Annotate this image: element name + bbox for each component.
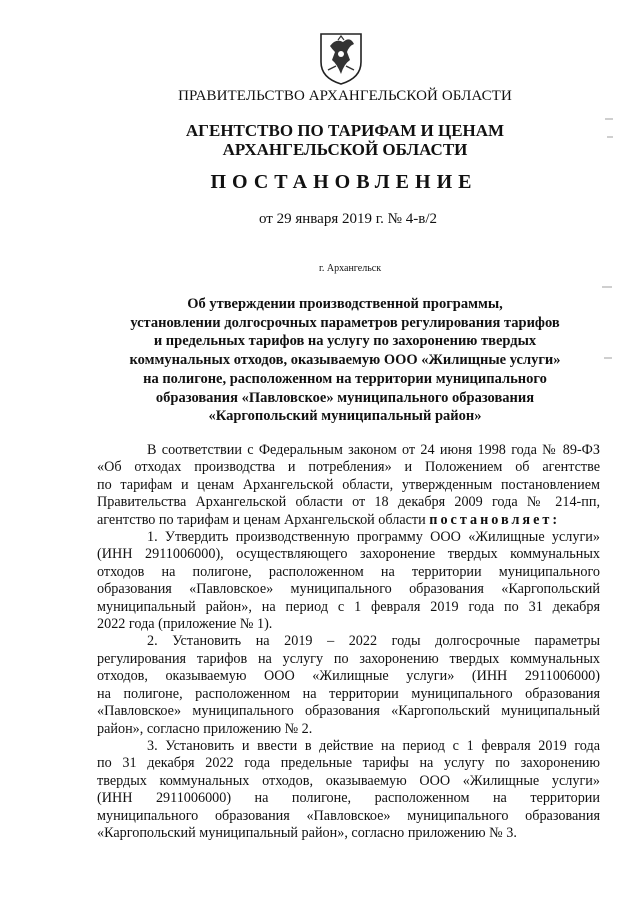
body-line: «Павловское» муниципального образования «Каргопольский муниципальный [97, 703, 600, 720]
body-line: 1. Утвердить производственную программу ООО «Жилищные услуги» [147, 529, 600, 546]
document-city: г. Архангельск [318, 263, 382, 274]
agency-name [0, 121, 640, 159]
scan-mark [602, 286, 612, 288]
subject-line: Об утверждении производственной программы, [187, 296, 503, 312]
document-date-number: от 29 января 2019 г. № 4-в/2 [259, 211, 437, 227]
subject-line: и предельных тарифов на услугу по захоронению твердых [153, 333, 537, 350]
coat-of-arms-icon [316, 30, 366, 86]
subject-line: на полигоне, расположенном на территории муниципального [143, 370, 547, 387]
document-type-title: ПОСТАНОВЛЕНИЕ [210, 171, 478, 193]
body-line: образования «Павловское» муниципального образования «Каргопольский [97, 581, 600, 598]
body-line: регулирования тарифов на услугу по захоронению твердых коммунальных [97, 650, 600, 667]
body-line: отходов, оказываемую ООО «Жилищные услуги» (ИНН 2911006000) [97, 668, 600, 685]
body-line: (ИНН 2911006000) на полигоне, расположенном на территории [97, 790, 600, 807]
body-line: на полигоне, расположенном на территории муниципального образования [97, 685, 600, 702]
scan-mark [605, 118, 613, 120]
body-line: 3. Установить и ввести в действие на период с 1 февраля 2019 года [147, 737, 600, 754]
preamble-last-text: агентство по тарифам и ценам Архангельской области [97, 511, 426, 528]
agency-name-line-1: АГЕНТСТВО ПО ТАРИФАМ И ЦЕНАМ [185, 121, 505, 140]
scan-mark [604, 357, 612, 359]
body-line: твердых коммунальных отходов, оказываемую ООО «Жилищные услуги» [97, 772, 600, 789]
subject-line: установлении долгосрочных параметров регулирования тарифов [130, 314, 560, 331]
document-body [97, 442, 600, 842]
body-line: муниципальный район», на период с 1 февраля 2019 года по 31 декабря [97, 598, 600, 615]
body-line [97, 512, 600, 529]
government-name: ПРАВИТЕЛЬСТВО АРХАНГЕЛЬСКОЙ ОБЛАСТИ [178, 88, 512, 104]
body-line: муниципального образования «Павловское» муниципального образования [97, 807, 600, 824]
body-line: «Об отходах производства и потребления» и Положением об агентстве [97, 459, 600, 476]
body-line: отходов на полигоне, расположенном на территории муниципального [97, 563, 600, 580]
body-line: (ИНН 2911006000), осуществляющего захоронение твердых коммунальных [97, 546, 600, 563]
body-line: 2022 года (приложение № 1). [97, 616, 273, 633]
body-line: по 31 декабря 2022 года предельные тарифы на услугу по захоронению [97, 755, 600, 772]
scan-mark [607, 136, 613, 138]
body-line: по тарифам и ценам Архангельской области, утвержденным постановлением [97, 476, 600, 493]
subject-line: образования «Павловское» муниципального образования [155, 389, 535, 406]
item-3-paragraph [97, 738, 600, 842]
agency-name-line-2: АРХАНГЕЛЬСКОЙ ОБЛАСТИ [222, 140, 468, 159]
preamble-paragraph [97, 442, 600, 529]
body-line: 2. Установить на 2019 – 2022 годы долгосрочные параметры [147, 633, 600, 650]
item-2-paragraph [97, 633, 600, 737]
body-line: В соответствии с Федеральным законом от 24 июня 1998 года № 89-ФЗ [147, 442, 600, 458]
body-line: район», согласно приложению № 2. [97, 720, 313, 737]
subject-line: «Каргопольский муниципальный район» [208, 408, 482, 425]
decree-word: постановляет: [429, 511, 561, 528]
item-1-paragraph [97, 529, 600, 633]
subject-line: коммунальных отходов, оказываемую ООО «Жилищные услуги» [129, 352, 561, 369]
document-subject [110, 295, 580, 426]
body-line: «Каргопольский муниципальный район», согласно приложению № 3. [97, 824, 517, 841]
body-line: Правительства Архангельской области от 18 декабря 2009 года № 214-пп, [97, 494, 600, 511]
